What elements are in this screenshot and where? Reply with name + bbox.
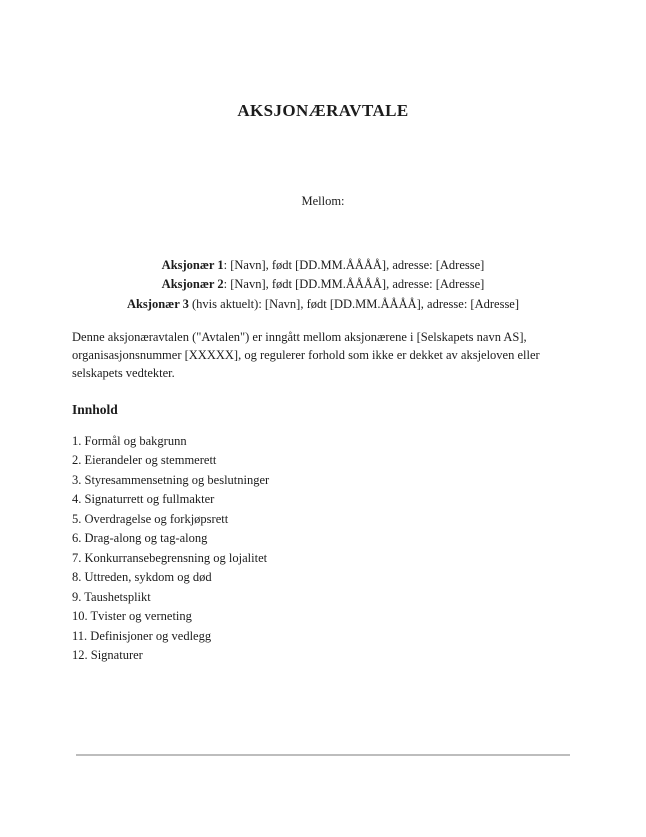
party-line-3 <box>72 295 574 314</box>
toc-item-2: 2. Eierandeler og stemmerett <box>72 453 217 468</box>
between-label: Mellom: <box>301 194 345 208</box>
party-1-details: : [Navn], født [DD.MM.ÅÅÅÅ], adresse: [Adresse] <box>223 258 485 272</box>
party-2-details: : [Navn], født [DD.MM.ÅÅÅÅ], adresse: [Adresse] <box>223 277 485 292</box>
party-2-name: Aksjonær 2 <box>161 277 224 292</box>
toc-item-9: 9. Taushetsplikt <box>72 589 151 604</box>
toc-list <box>72 432 574 666</box>
toc-item-1: 1. Formål og bakgrunn <box>72 433 187 448</box>
preamble-paragraph: Denne aksjonæravtalen ("Avtalen") er inngått mellom aksjonærene i [Selskapets navn AS], organisasjonsnummer [XXXXX], og regulerer forhold som ikke er dekket av aksjeloven eller selskapets vedtekter. <box>72 329 540 381</box>
toc-item-8: 8. Uttreden, sykdom og død <box>72 570 212 585</box>
toc-item-4: 4. Signaturrett og fullmakter <box>72 492 215 507</box>
document-title: AKSJONÆRAVTALE <box>237 101 409 120</box>
toc-heading: Innhold <box>72 401 118 417</box>
toc-item-10: 10. Tvister og verneting <box>72 609 192 624</box>
party-1-name: Aksjonær 1 <box>161 258 224 272</box>
toc-item-11: 11. Definisjoner og vedlegg <box>72 628 212 643</box>
party-line-1 <box>72 256 574 275</box>
toc-item-6: 6. Drag-along og tag-along <box>72 531 208 546</box>
toc-item-3: 3. Styresammensetning og beslutninger <box>72 472 270 487</box>
footer-divider <box>76 754 570 756</box>
party-3-name: Aksjonær 3 <box>126 296 189 311</box>
party-line-2 <box>72 275 574 294</box>
party-3-details: (hvis aktuelt): [Navn], født [DD.MM.ÅÅÅÅ], adresse: [Adresse] <box>188 296 520 311</box>
toc-item-12: 12. Signaturer <box>72 648 143 663</box>
toc-item-7: 7. Konkurransebegrensning og lojalitet <box>72 550 268 565</box>
toc-item-5: 5. Overdragelse og forkjøpsrett <box>72 511 229 526</box>
parties-block <box>72 256 574 314</box>
